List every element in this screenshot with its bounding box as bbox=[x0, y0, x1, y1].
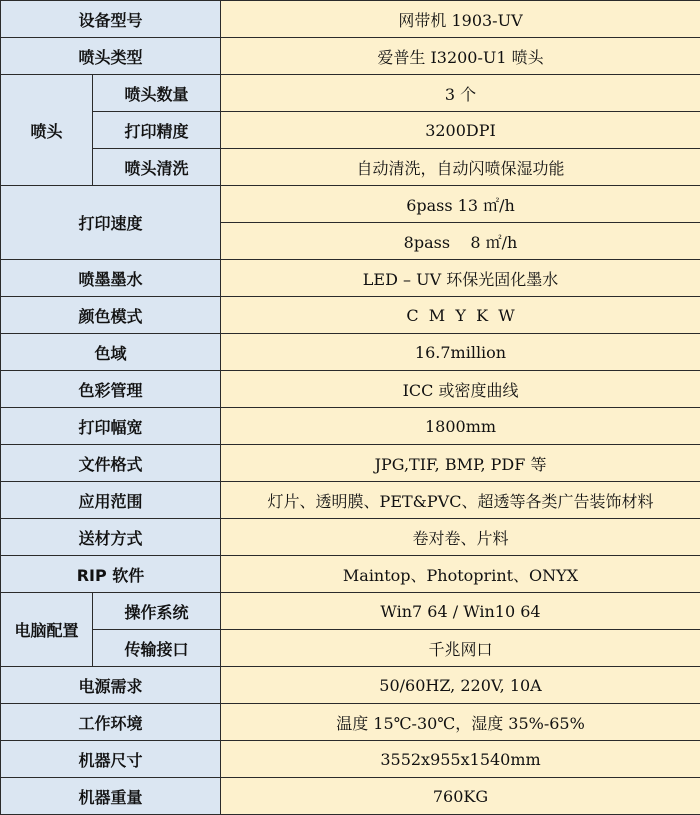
row-label-file-format: 文件格式 bbox=[1, 445, 221, 482]
table-row bbox=[1, 630, 700, 667]
table-row bbox=[1, 593, 700, 630]
table-row bbox=[1, 556, 700, 593]
row-value-head-count: 3 个 bbox=[221, 75, 700, 112]
row-label-color-management: 色彩管理 bbox=[1, 371, 221, 408]
row-value-media-feed: 卷对卷、片料 bbox=[221, 519, 700, 556]
row-value-os: Win7 64 / Win10 64 bbox=[221, 593, 700, 630]
row-value-rip-software: Maintop、Photoprint、ONYX bbox=[221, 556, 700, 593]
row-label-head-count: 喷头数量 bbox=[93, 75, 221, 112]
row-value-file-format: JPG,TIF, BMP, PDF 等 bbox=[221, 445, 700, 482]
row-value-color-mode: C M Y K W bbox=[221, 297, 700, 334]
table-row bbox=[1, 112, 700, 149]
row-value-print-speed-8pass: 8pass 8 ㎡/h bbox=[221, 223, 700, 260]
row-value-power: 50/60HZ, 220V, 10A bbox=[221, 667, 700, 704]
table-row bbox=[1, 186, 700, 223]
table-row bbox=[1, 519, 700, 556]
table-row bbox=[1, 297, 700, 334]
row-label-weight: 机器重量 bbox=[1, 778, 221, 815]
group-label-computer-config: 电脑配置 bbox=[1, 593, 93, 667]
row-label-ink: 喷墨墨水 bbox=[1, 260, 221, 297]
row-label-dimensions: 机器尺寸 bbox=[1, 741, 221, 778]
row-label-application: 应用范围 bbox=[1, 482, 221, 519]
table-row bbox=[1, 334, 700, 371]
row-label-rip-software: RIP 软件 bbox=[1, 556, 221, 593]
row-value-print-width: 1800mm bbox=[221, 408, 700, 445]
row-label-model: 设备型号 bbox=[1, 1, 221, 38]
table-row bbox=[1, 408, 700, 445]
row-label-head-type: 喷头类型 bbox=[1, 38, 221, 75]
row-label-interface: 传输接口 bbox=[93, 630, 221, 667]
row-value-head-cleaning: 自动清洗，自动闪喷保湿功能 bbox=[221, 149, 700, 186]
row-label-color-mode: 颜色模式 bbox=[1, 297, 221, 334]
row-value-model: 网带机 1903-UV bbox=[221, 1, 700, 38]
row-value-application: 灯片、透明膜、PET&PVC、超透等各类广告装饰材料 bbox=[221, 482, 700, 519]
table-row bbox=[1, 667, 700, 704]
row-label-head-cleaning: 喷头清洗 bbox=[93, 149, 221, 186]
table-row bbox=[1, 778, 700, 815]
row-value-ink: LED – UV 环保光固化墨水 bbox=[221, 260, 700, 297]
row-value-color-management: ICC 或密度曲线 bbox=[221, 371, 700, 408]
table-row bbox=[1, 704, 700, 741]
row-value-environment: 温度 15℃-30℃，湿度 35%-65% bbox=[221, 704, 700, 741]
row-label-os: 操作系统 bbox=[93, 593, 221, 630]
row-value-gamut: 16.7million bbox=[221, 334, 700, 371]
table-row bbox=[1, 445, 700, 482]
row-value-interface: 千兆网口 bbox=[221, 630, 700, 667]
row-label-print-speed: 打印速度 bbox=[1, 186, 221, 260]
row-label-media-feed: 送材方式 bbox=[1, 519, 221, 556]
table-row bbox=[1, 75, 700, 112]
row-value-weight: 760KG bbox=[221, 778, 700, 815]
row-label-resolution: 打印精度 bbox=[93, 112, 221, 149]
table-row bbox=[1, 482, 700, 519]
row-label-power: 电源需求 bbox=[1, 667, 221, 704]
table-row bbox=[1, 149, 700, 186]
table-row bbox=[1, 1, 700, 38]
row-label-gamut: 色域 bbox=[1, 334, 221, 371]
table-row bbox=[1, 38, 700, 75]
table-row bbox=[1, 260, 700, 297]
table-row bbox=[1, 371, 700, 408]
row-label-print-width: 打印幅宽 bbox=[1, 408, 221, 445]
table-row bbox=[1, 741, 700, 778]
row-label-environment: 工作环境 bbox=[1, 704, 221, 741]
row-value-print-speed-6pass: 6pass 13 ㎡/h bbox=[221, 186, 700, 223]
row-value-resolution: 3200DPI bbox=[221, 112, 700, 149]
row-value-head-type: 爱普生 I3200-U1 喷头 bbox=[221, 38, 700, 75]
row-value-dimensions: 3552x955x1540mm bbox=[221, 741, 700, 778]
group-label-printhead: 喷头 bbox=[1, 75, 93, 186]
